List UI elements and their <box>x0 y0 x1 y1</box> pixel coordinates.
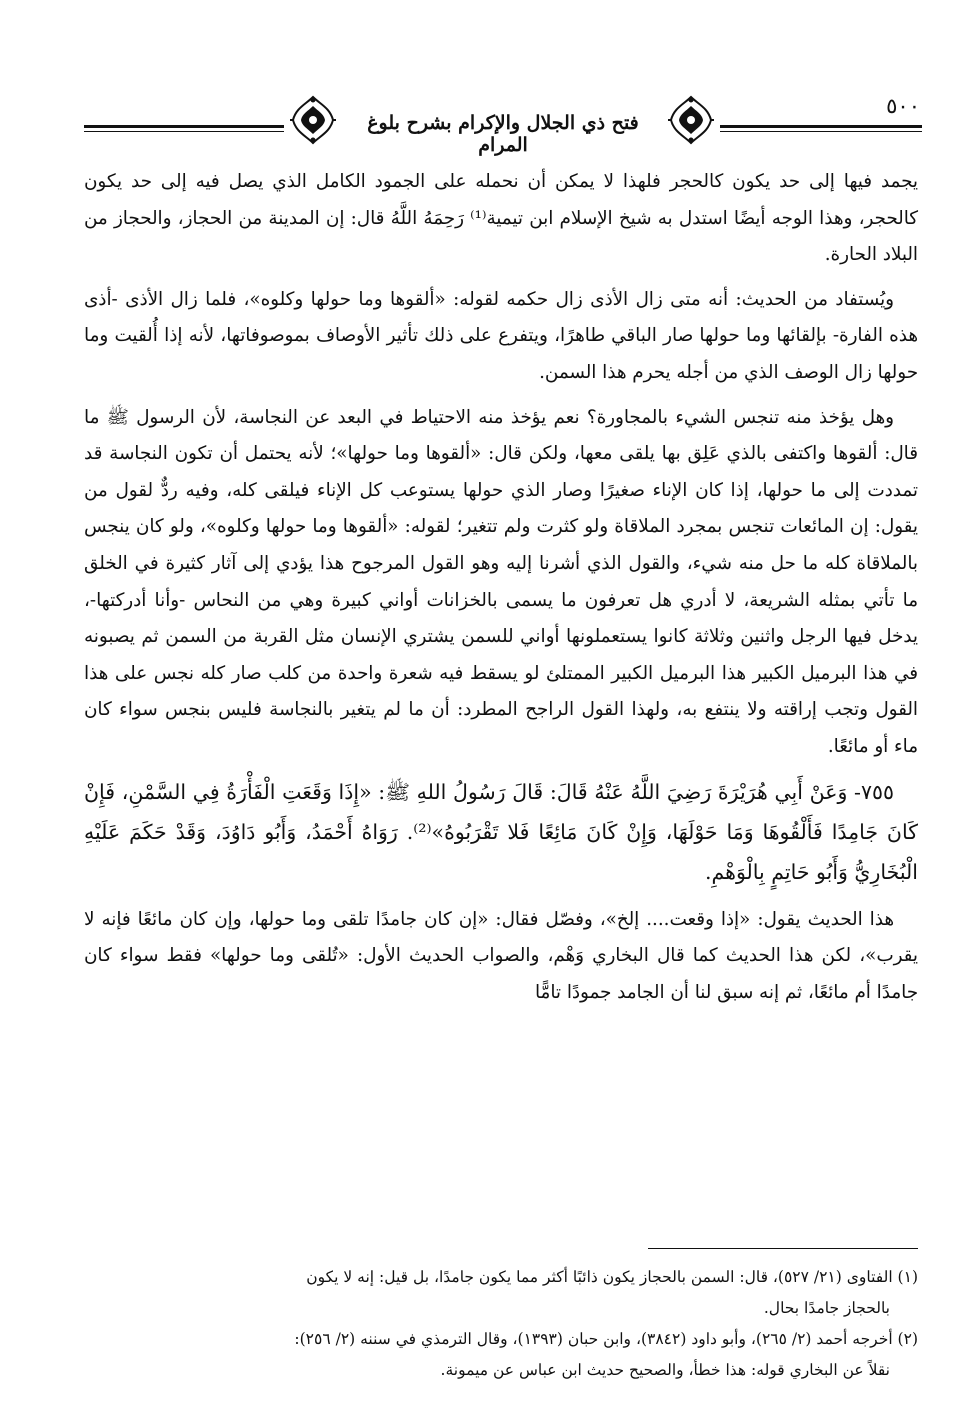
header-rule-right <box>720 125 922 128</box>
footnote: (٢) أخرجه أحمد (٢/ ٢٦٥)، وأبو داود (٣٨٤٢)، وابن حبان (١٣٩٣)، وقال الترمذي في سننه (٢/ ٢٥٦): <box>294 1330 918 1348</box>
header-rule-left <box>84 125 284 128</box>
footnote: (١) الفتاوى (٢١/ ٥٢٧)، قال: السمن بالحجاز يكون ذائبًا أكثر مما يكون جامدًا، بل قيل: إنه لا يكون <box>306 1268 918 1286</box>
paragraph: يجمد فيها إلى حد يكون كالحجر فلهذا لا يمكن أن نحمله على الجمود الكامل الذي يصل فيه إلى حد يكون كالحجر، وهذا الوجه أيضًا استدل به شيخ الإسلام ابن تيمية⁽¹⁾ رَحِمَهُ اللَّهُ قال: إن المدينة من الحجاز، والحجاز من البلاد الحارة. <box>84 171 918 266</box>
hadith-text: ٧٥٥- وَعَنْ أَبِي هُرَيْرَةَ رَضِيَ اللَّهُ عَنْهُ قَالَ: قَالَ رَسُولُ اللهِ ﷺ: «إِذَا وَقَعَتِ الْفَأْرَةُ فِي السَّمْنِ، فَإِنْ كَانَ جَامِدًا فَأَلْقُوهَا وَمَا حَوْلَهَا، وَإِنْ كَانَ مَائِعًا فَلا تَقْرَبُوهُ»⁽²⁾. رَوَاهُ أَحْمَدُ، وَأَبُو دَاوُدَ، وَقَدْ حَكَمَ عَلَيْهِ الْبُخَارِيُّ وَأَبُو حَاتِمٍ بِالْوَهْمِ. <box>84 779 918 884</box>
paragraph: ويُستفاد من الحديث: أنه متى زال الأذى زال حكمه لقوله: «ألقوها وما حولها وكلوه»، فلما زال الأذى -أذى هذه الفارة- بإلقائها وما حولها صار الباقي طاهرًا، ويتفرع على ذلك تأثير الأوصاف بموصوفاتها، لأنه إذا أُلقيت وما حولها زال الوصف الذي من أجله يحرم هذا السمن. <box>84 288 918 383</box>
page-number: ٥٠٠ <box>886 94 920 118</box>
page-header <box>84 88 922 158</box>
paragraph: وهل يؤخذ منه تنجس الشيء بالمجاورة؟ نعم يؤخذ منه الاحتياط في البعد عن النجاسة، لأن الرسول ﷺ ما قال: ألقوها واكتفى بالذي عَلِق بها يلقى معها، ولكن قال: «ألقوها وما حولها»؛ لأنه يحتمل أن تكون النجاسة قد تمددت إلى ما حولها، إذا كان الإناء صغيرًا وصار الذي حولها يستوعب كل الإناء فيلقى كله، وفيه ردٌّ لقول من يقول: إن المائعات تنجس بمجرد الملاقاة ولو كثرت ولم تتغير؛ لقوله: «ألقوها وما حولها وكلوه»، ولو كان ينجس بالملاقاة كله ما حل منه شيء، والقول الذي أشرنا إليه وهو القول المرجوح هذا يؤدي إلى آثار كثيرة في الخلق ما تأتي بمثله الشريعة، لا أدري هل تعرفون ما يسمى بالخزانات أواني كبيرة وهي من النحاس -وأنا أدركتها-، يدخل فيها الرجل واثنين وثلاثة كانوا يستعملونها أواني للسمن يشتري الإنسان مثل القربة من السمن ثم يصبونه في هذا البرميل الكبير هذا البرميل الكبير الممتلئ لو يسقط فيه شعرة واحدة من كلب صار كله نجس على هذا القول وتجب إراقته ولا ينتفع به، ولهذا القول الراجح المطرد: أن ما لم يتغير بالنجاسة فليس بنجس سواء كان ماء أو مائعًا. <box>84 406 918 757</box>
commentary-paragraph: هذا الحديث يقول: «إذا وقعت.... إلخ»، وفصّل فقال: «إن كان جامدًا تلقى وما حولها، وإن كان مائعًا فإنه لا يقرب»، لكن هذا الحديث كما قال البخاري وَهْم، والصواب الحديث الأول: «تُلقى وما حولها» فقط سواء كان جامدًا أم مائعًا، ثم إنه سبق لنا أن الجامد جمودًا تامًّا <box>84 908 918 1003</box>
running-title: فتح ذي الجلال والإكرام بشرح بلوغ المرام <box>367 112 639 156</box>
header-rule-left-thin <box>84 131 284 132</box>
main-text <box>84 164 918 1011</box>
footnote-separator <box>648 1248 918 1249</box>
floral-ornament-icon <box>290 94 336 146</box>
footnote-continuation: نقلاً عن البخاري قوله: هذا خطأ، والصحيح حديث ابن عباس عن ميمونة. <box>440 1361 890 1379</box>
floral-ornament-icon <box>668 94 714 146</box>
header-rule-right-thin <box>720 131 922 132</box>
footnote-continuation: بالحجاز جامدًا بحال. <box>763 1299 890 1317</box>
footnotes <box>84 1262 918 1386</box>
